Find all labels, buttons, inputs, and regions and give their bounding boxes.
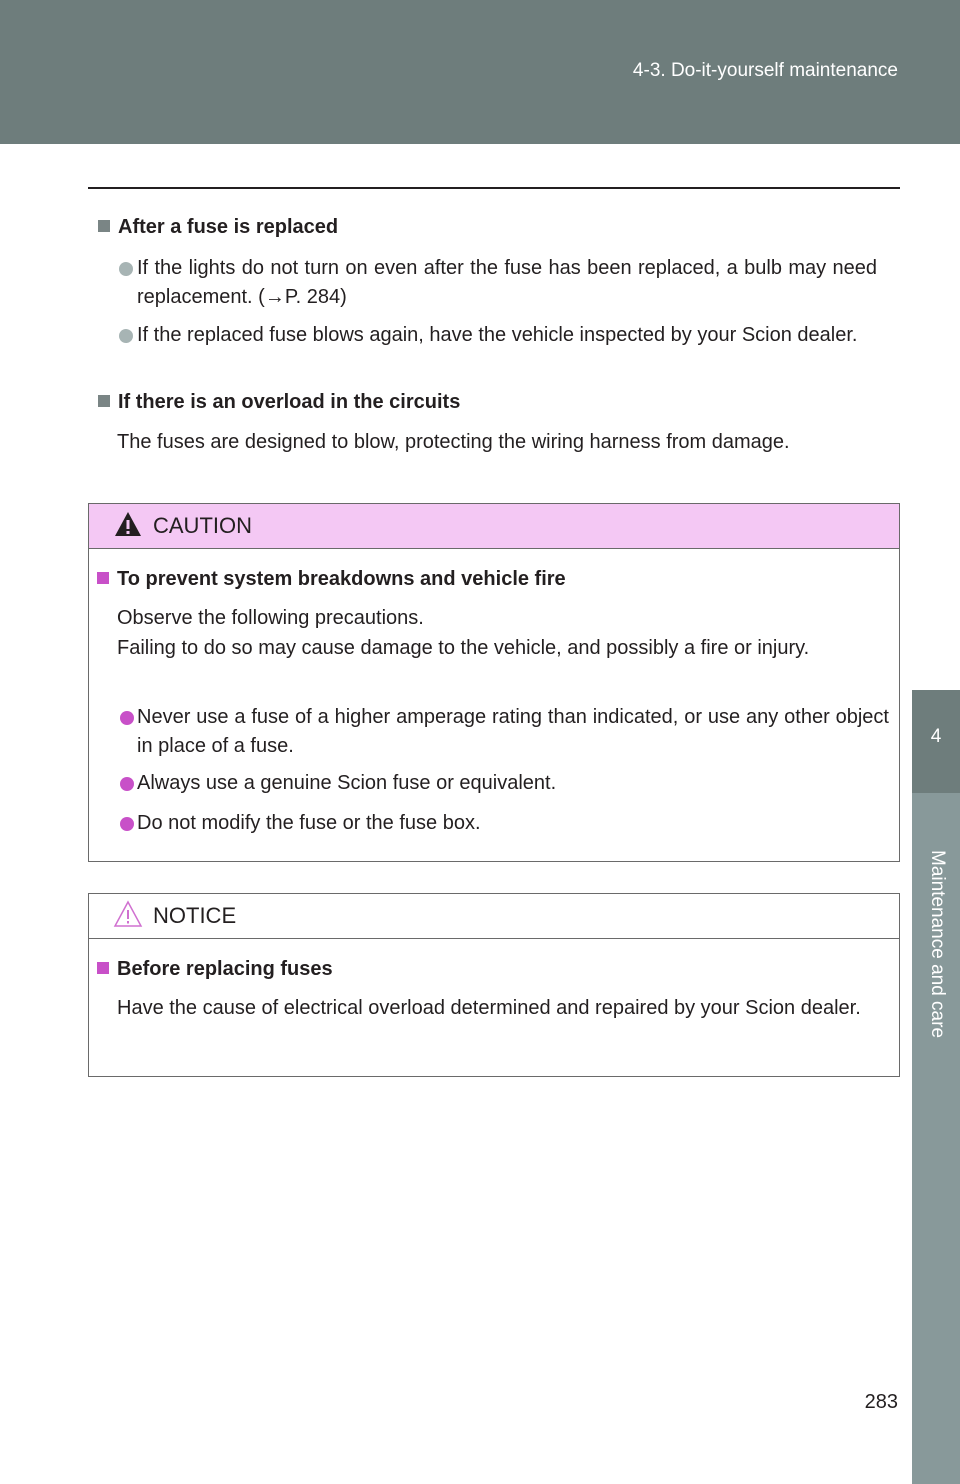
square-bullet-icon: [98, 220, 110, 232]
caution-header: [89, 504, 899, 549]
square-bullet-icon: [97, 962, 109, 974]
notice-heading: [97, 958, 333, 981]
page-number: 283: [864, 1391, 898, 1413]
chapter-label-wrap: [912, 850, 960, 1050]
caution-bullet: Do not modify the fuse or the fuse box.: [137, 812, 481, 834]
bullet-text: If the replaced fuse blows again, have the vehicle inspected by your Scion dealer.: [137, 324, 858, 346]
square-bullet-icon: [97, 572, 109, 584]
bullet-dot-icon: [120, 711, 134, 725]
notice-box: [88, 893, 900, 1077]
bullet-text: If the lights do not turn on even after the fuse has been replaced, a bulb may need replacement. (→P. 284): [137, 257, 877, 308]
bullet-dot-icon: [119, 329, 133, 343]
square-bullet-icon: [98, 395, 110, 407]
bullet-dot-icon: [120, 817, 134, 831]
notice-heading-text: Before replacing fuses: [117, 958, 333, 980]
chapter-number: 4: [930, 726, 942, 747]
caution-body: Failing to do so may cause damage to the vehicle, and possibly a fire or injury.: [117, 637, 810, 659]
top-rule: [88, 187, 900, 189]
bullet-dot-icon: [120, 777, 134, 791]
notice-title: NOTICE: [153, 903, 237, 928]
section-body: The fuses are designed to blow, protecting the wiring harness from damage.: [117, 431, 790, 453]
section-heading-text: After a fuse is replaced: [118, 216, 339, 238]
notice-triangle-icon: [113, 899, 143, 929]
caution-heading-text: To prevent system breakdowns and vehicle fire: [117, 568, 566, 590]
caution-bullet: Never use a fuse of a higher amperage rating than indicated, or use any other object in place of a fuse.: [137, 706, 889, 757]
warning-triangle-icon: [113, 509, 143, 539]
caution-bullet: Always use a genuine Scion fuse or equivalent.: [137, 772, 557, 794]
caution-heading: [97, 568, 566, 591]
caution-title: CAUTION: [153, 513, 252, 538]
notice-body: Have the cause of electrical overload determined and repaired by your Scion dealer.: [117, 997, 861, 1019]
section-heading: [98, 216, 338, 239]
section-heading: [98, 391, 460, 414]
page-header: [0, 0, 960, 144]
chapter-label: Maintenance and care: [927, 850, 948, 1039]
caution-box: [88, 503, 900, 862]
section-title: 4-3. Do-it-yourself maintenance: [632, 60, 898, 81]
caution-intro: Observe the following precautions.: [117, 607, 424, 629]
bullet-dot-icon: [119, 262, 133, 276]
section-heading-text: If there is an overload in the circuits: [118, 391, 461, 413]
notice-header: [89, 894, 899, 939]
